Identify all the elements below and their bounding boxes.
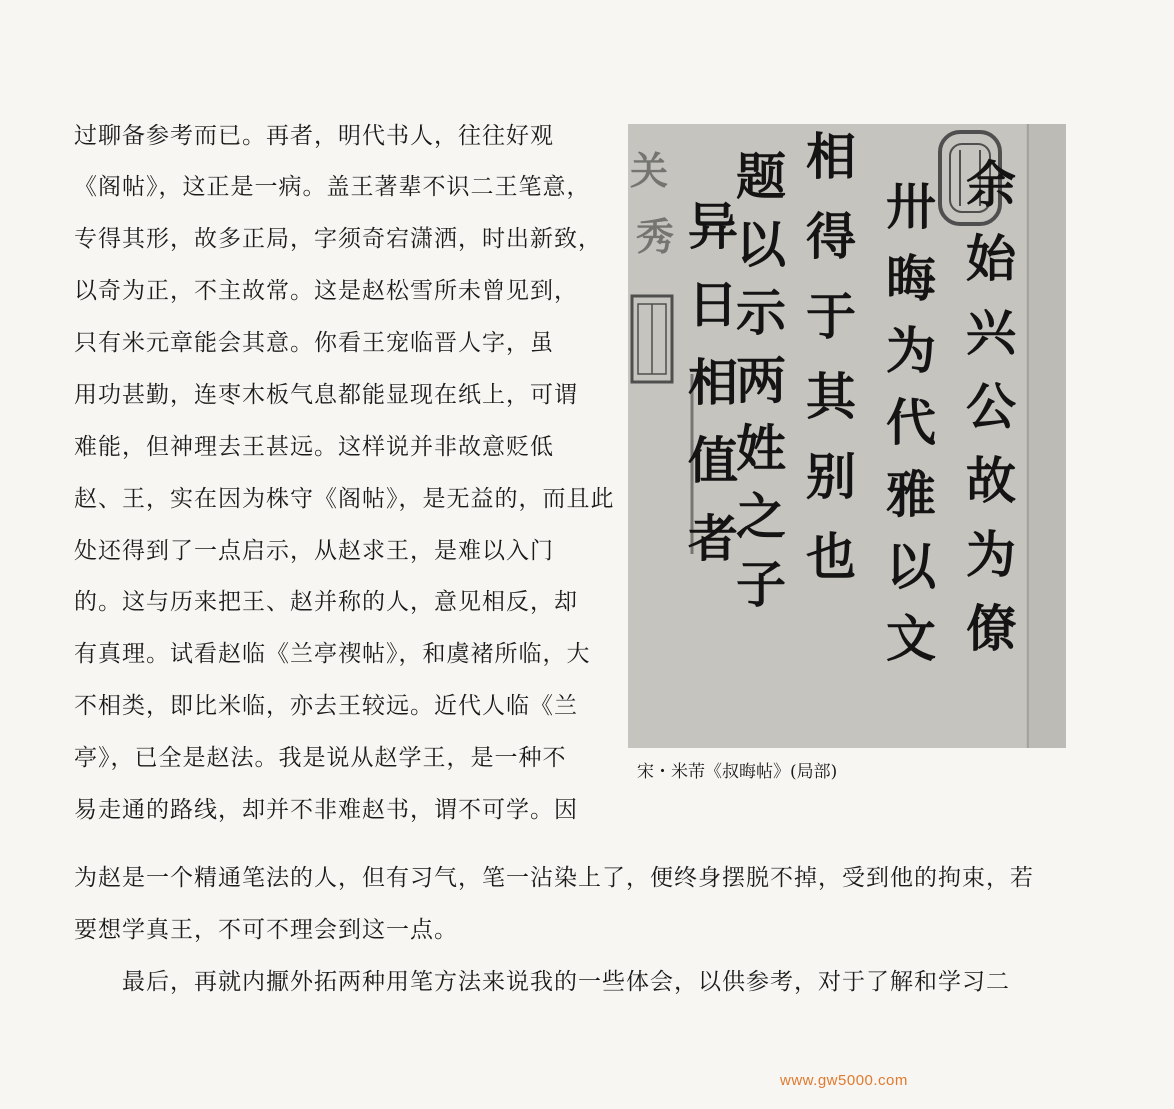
calligraphy-column-2: 卅晦为代雅以文 — [886, 177, 936, 668]
text-line-17: 最后，再就内擫外拓两种用笔方法来说我的一些体会，以供参考，对于了解和学习二 — [74, 969, 1010, 995]
text-line-8: 赵、王，实在因为株守《阁帖》，是无益的，而且此 — [74, 486, 615, 512]
text-line-14: 易走通的路线，却并不非难赵书，谓不可学。因 — [74, 797, 578, 823]
calligraphy-image — [628, 124, 1066, 748]
calligraphy-fragment-left-2: 秀 — [636, 214, 675, 259]
text-line-11: 有真理。试看赵临《兰亭禊帖》，和虞褚所临，大 — [74, 641, 591, 667]
text-line-3: 专得其形，故多正局，字须奇宕潇洒，时出新致， — [74, 226, 602, 252]
seal-left-icon — [632, 296, 672, 382]
footer-watermark: www.gw5000.com — [780, 1072, 908, 1089]
figure-caption: 宋・米芾《叔晦帖》(局部) — [637, 762, 838, 782]
text-line-15: 为赵是一个精通笔法的人，但有习气，笔一沾染上了，便终身摆脱不掉，受到他的拘束，若 — [74, 865, 1034, 891]
text-line-1: 过聊备参考而已。再者，明代书人，往往好观 — [74, 123, 554, 149]
text-line-13: 亭》，已全是赵法。我是说从赵学王，是一种不 — [74, 745, 567, 771]
text-line-12: 不相类，即比米临，亦去王较远。近代人临《兰 — [74, 693, 578, 719]
text-line-2: 《阁帖》，这正是一病。盖王著辈不识二王笔意， — [74, 174, 591, 200]
text-line-16: 要想学真王，不可不理会到这一点。 — [74, 917, 458, 943]
text-line-10: 的。这与历来把王、赵并称的人，意见相反，却 — [74, 589, 578, 615]
calligraphy-column-4: 题以示两姓之子 — [736, 147, 786, 614]
calligraphy-column-3: 相得于其别也 — [806, 127, 856, 586]
text-line-7: 难能，但神理去王甚远。这样说并非故意贬低 — [74, 434, 554, 460]
text-line-9: 处还得到了一点启示，从赵求王，是难以入门 — [74, 538, 554, 564]
calligraphy-column-5: 异日相值者 — [688, 197, 738, 568]
text-line-6: 用功甚勤，连枣木板气息都能显现在纸上，可谓 — [74, 382, 578, 408]
text-line-4: 以奇为正，不主故常。这是赵松雪所未曾见到， — [74, 278, 578, 304]
calligraphy-column-1: 余始兴公故为僚 — [966, 155, 1016, 658]
text-line-5: 只有米元章能会其意。你看王宠临晋人字，虽 — [74, 330, 554, 356]
calligraphy-figure — [628, 124, 1066, 748]
calligraphy-fragment-left: 关 — [630, 148, 669, 193]
